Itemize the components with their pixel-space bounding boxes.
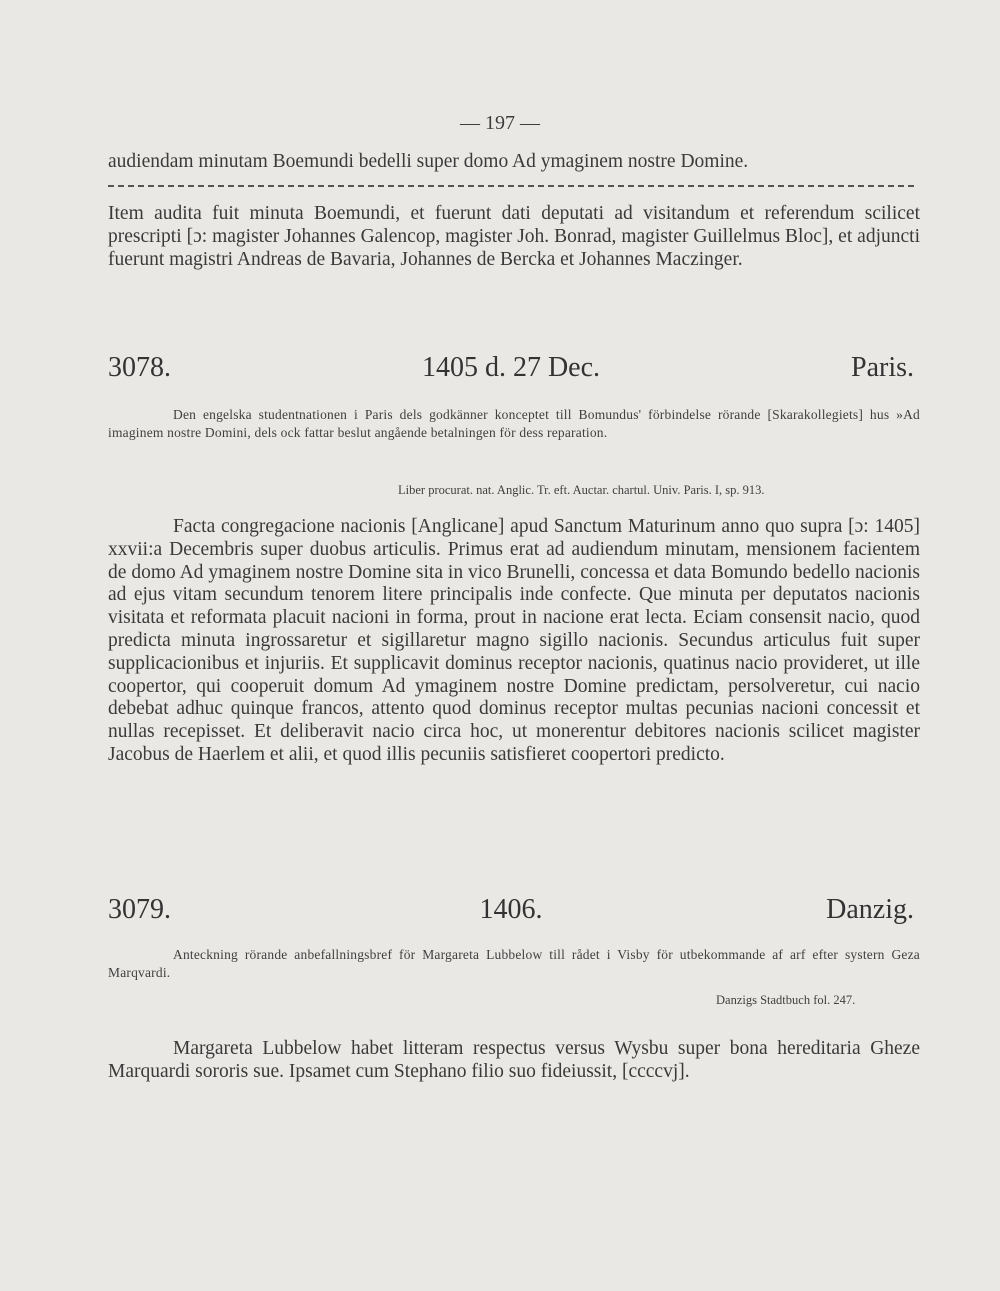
entry-number: 3079. xyxy=(108,894,171,925)
entry-summary: Den engelska studentnationen i Paris dels godkänner konceptet till Bomundus' förbindelse rörande [Skarakollegiets] hus »Ad imaginem nostre Domini, dels ock fattar beslut angående betalningen för dess reparation. xyxy=(108,407,920,440)
paragraph-item: Item audita fuit minuta Boemundi, et fuerunt dati deputati ad visitandum et referendum scilicet prescripti [ɔ: magister Johannes Galencop, magister Joh. Bonrad, magister Guillelmus Bloc], et adjuncti fuerunt magistri Andreas de Bavaria, Johannes de Bercka et Johannes Maczinger. xyxy=(108,203,920,270)
entry-text: Margareta Lubbelow habet litteram respectus versus Wysbu super bona hereditaria Gheze Marquardi sororis sue. Ipsamet cum Stephano filio suo fideiussit, [ccccvj]. xyxy=(108,1038,920,1082)
entry-date: 1406. xyxy=(479,894,543,925)
entry-3079-header xyxy=(108,894,914,934)
source-citation: Danzigs Stadtbuch fol. 247. xyxy=(716,993,856,1007)
entry-text: Facta congregacione nacionis [Anglicane] apud Sanctum Maturinum anno quo supra [ɔ: 1405] xxvii:a Decembris super duobus articulis. Primus erat ad audiendum minutam, mensionem facientem de domo Ad ymaginem nostre Domine sita in vico Brunelli, concessa et data Bomundo bedello nacionis ad ejus vitam secundum tenorem litere principalis inde confecte. Que minuta per deputatos nacionis visitata et reformata placuit nacioni in forma, prout in nacione erat lecta. Eciam consensit nacio, quod predicta minuta ingrossaretur et sigillaretur magno sigillo nacionis. Secundus articulus fuit super supplicacionibus et injuriis. Et supplicavit dominus receptor nacionis, quatinus nacio provideret, ut ille coopertor, qui cooperuit domum Ad ymaginem nostre Domine predictam, persolveretur, cui nacio debebat adhuc quinque francos, attento quod dominus receptor multas pecunias nacioni concessit et nullas recepisset. Et deliberavit nacio circa hoc, ut monerentur debitores nacionis scilicet magister Jacobus de Haerlem et alii, et quod illis pecuniis satisfieret coopertori predicto. xyxy=(108,516,920,765)
entry-place: Danzig. xyxy=(826,894,914,925)
paragraph-continued: audiendam minutam Boemundi bedelli super domo Ad ymaginem nostre Domine. xyxy=(108,151,749,172)
entry-number: 3078. xyxy=(108,352,171,383)
dashed-divider xyxy=(108,185,914,187)
entry-date: 1405 d. 27 Dec. xyxy=(421,352,601,383)
entry-3078-header xyxy=(108,352,914,392)
entry-summary: Anteckning rörande anbefallningsbref för Margareta Lubbelow till rådet i Visby för utbekommande af arf efter systern Geza Marqvardi. xyxy=(108,947,920,980)
page-number: — 197 — xyxy=(460,112,540,134)
source-citation: Liber procurat. nat. Anglic. Tr. eft. Auctar. chartul. Univ. Paris. I, sp. 913. xyxy=(398,483,765,497)
entry-place: Paris. xyxy=(851,352,914,383)
